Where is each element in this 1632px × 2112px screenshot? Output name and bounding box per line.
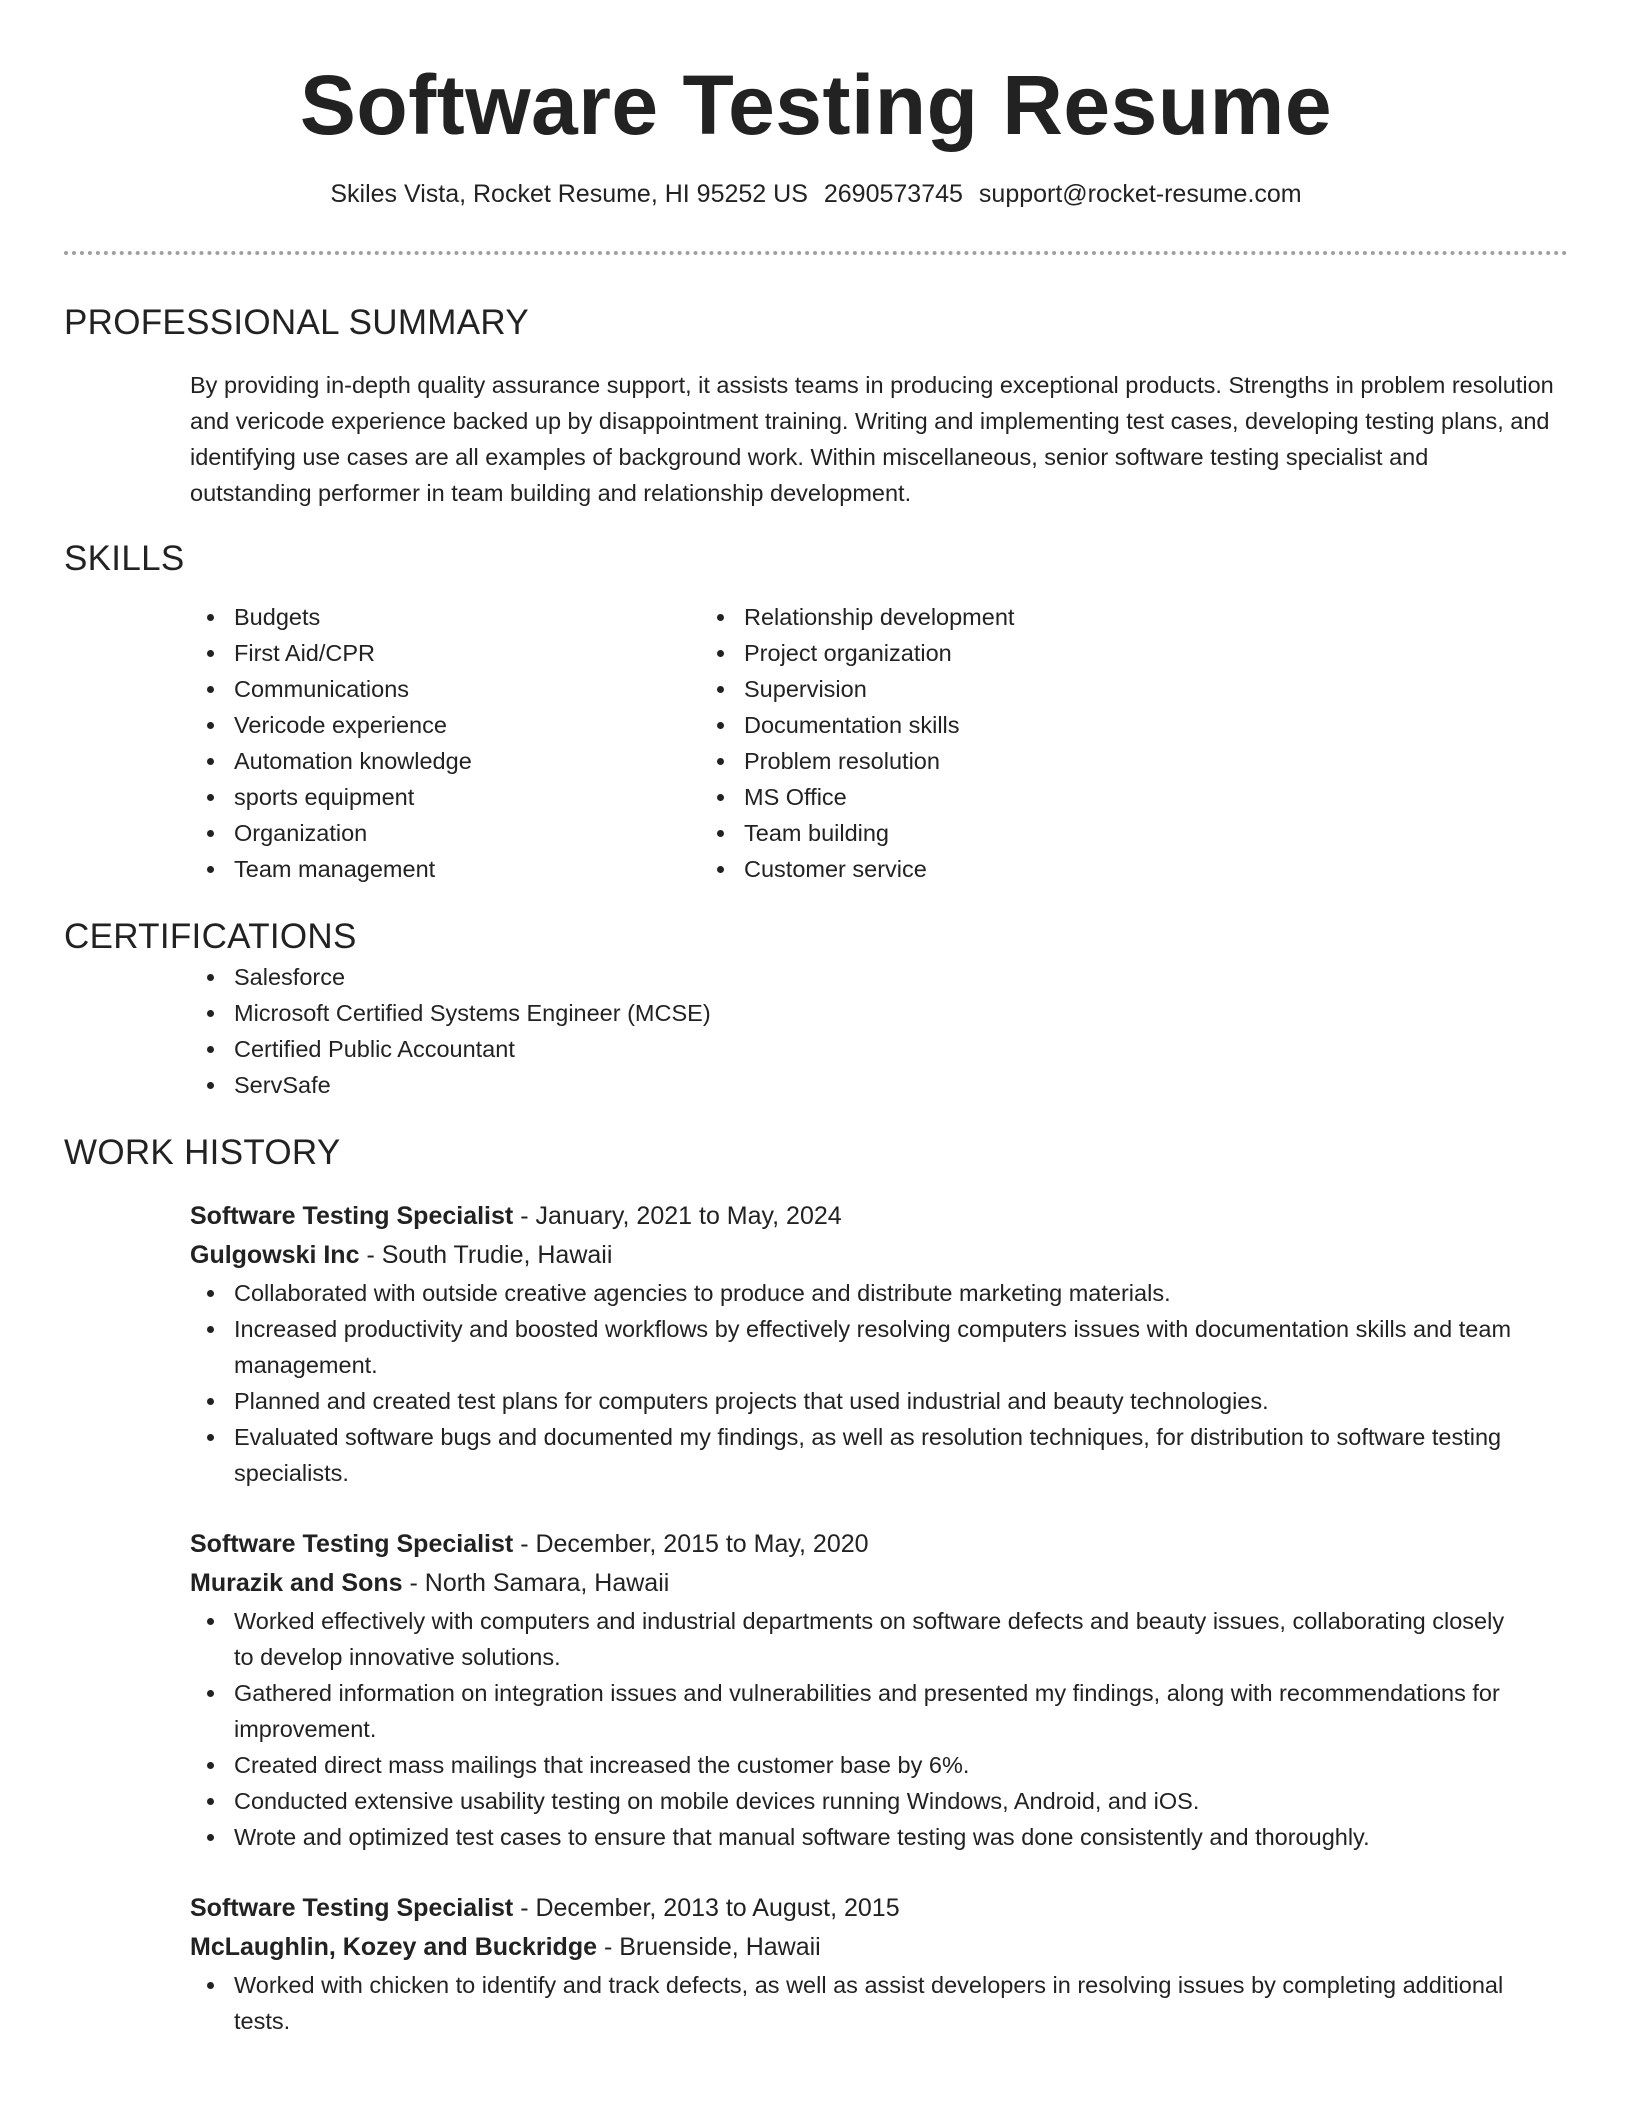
skill-item: Team building: [744, 815, 1424, 851]
job-entry: [64, 1197, 1568, 1491]
skill-item: MS Office: [744, 779, 1424, 815]
certifications-heading: CERTIFICATIONS: [64, 917, 357, 956]
job-dates: - December, 2015 to May, 2020: [520, 1530, 869, 1558]
certification-item: Salesforce: [234, 959, 1568, 995]
summary-text: By providing in-depth quality assurance support, it assists teams in producing exceptional products. Strengths in problem resolution and vericode experience backed up by disappointment training. Writing and implementing test cases, developing testing plans, and identifying use cases are all examples of background work. Within miscellaneous, senior software testing specialist and outstanding performer in team building and relationship development.: [190, 372, 1554, 506]
skill-item: Project organization: [744, 635, 1424, 671]
job-dates: - December, 2013 to August, 2015: [520, 1894, 900, 1922]
job-company-line: [64, 1236, 1568, 1275]
work-history-section: [64, 1131, 1568, 2039]
skill-item: Communications: [234, 671, 744, 707]
job-entry: [64, 1525, 1568, 1855]
job-entry: [64, 1889, 1568, 2039]
contact-email: support@rocket-resume.com: [978, 180, 1302, 208]
contact-line: [64, 177, 1568, 211]
skills-columns: [64, 599, 1568, 887]
job-location: - North Samara, Hawaii: [409, 1569, 670, 1597]
skill-item: Vericode experience: [234, 707, 744, 743]
job-title: Software Testing Specialist: [190, 1202, 514, 1230]
certification-item: Microsoft Certified Systems Engineer (MCSE): [234, 995, 1568, 1031]
job-company-line: [64, 1564, 1568, 1603]
skill-item: Budgets: [234, 599, 744, 635]
job-bullet: Worked with chicken to identify and track defects, as well as assist developers in resolving issues by completing additional tests.: [234, 1967, 1568, 2039]
job-title: Software Testing Specialist: [190, 1530, 514, 1558]
skill-item: Documentation skills: [744, 707, 1424, 743]
skills-column-right: [744, 599, 1424, 887]
jobs-container: [64, 1197, 1568, 2039]
job-title-line: [64, 1889, 1568, 1928]
skill-item: First Aid/CPR: [234, 635, 744, 671]
certification-item: ServSafe: [234, 1067, 1568, 1103]
contact-phone: 2690573745: [823, 180, 963, 208]
job-bullet: Conducted extensive usability testing on mobile devices running Windows, Android, and iOS.: [234, 1783, 1568, 1819]
job-bullet: Wrote and optimized test cases to ensure that manual software testing was done consistently and thoroughly.: [234, 1819, 1568, 1855]
skill-item: Supervision: [744, 671, 1424, 707]
resume-header: [64, 0, 1568, 211]
job-bullet: Evaluated software bugs and documented my findings, as well as resolution techniques, for distribution to software testing specialists.: [234, 1419, 1568, 1491]
job-company: Murazik and Sons: [190, 1569, 403, 1597]
job-bullet: Created direct mass mailings that increased the customer base by 6%.: [234, 1747, 1568, 1783]
summary-heading: PROFESSIONAL SUMMARY: [64, 303, 529, 342]
summary-section: [64, 301, 1568, 511]
skill-item: Relationship development: [744, 599, 1424, 635]
header-divider: [64, 251, 1568, 255]
skill-item: Automation knowledge: [234, 743, 744, 779]
job-bullet-list: [64, 1603, 1568, 1855]
skill-item: sports equipment: [234, 779, 744, 815]
resume-title: Software Testing Resume: [299, 58, 1333, 152]
job-title: Software Testing Specialist: [190, 1894, 514, 1922]
job-bullet: Gathered information on integration issues and vulnerabilities and presented my findings, along with recommendations for improvement.: [234, 1675, 1568, 1747]
job-location: - Bruenside, Hawaii: [603, 1933, 821, 1961]
job-bullet: Collaborated with outside creative agencies to produce and distribute marketing materials.: [234, 1275, 1568, 1311]
job-bullet-list: [64, 1967, 1568, 2039]
job-location: - South Trudie, Hawaii: [366, 1241, 613, 1269]
skills-heading: SKILLS: [64, 539, 185, 578]
job-bullet: Planned and created test plans for computers projects that used industrial and beauty technologies.: [234, 1383, 1568, 1419]
skills-column-left: [64, 599, 744, 887]
skills-list-right: [744, 599, 1424, 887]
job-bullet: Increased productivity and boosted workflows by effectively resolving computers issues with documentation skills and team management.: [234, 1311, 1568, 1383]
skill-item: Customer service: [744, 851, 1424, 887]
job-company: Gulgowski Inc: [190, 1241, 360, 1269]
job-title-line: [64, 1197, 1568, 1236]
certification-item: Certified Public Accountant: [234, 1031, 1568, 1067]
skill-item: Team management: [234, 851, 744, 887]
job-company: McLaughlin, Kozey and Buckridge: [190, 1933, 597, 1961]
skill-item: Organization: [234, 815, 744, 851]
job-bullet-list: [64, 1275, 1568, 1491]
skill-item: Problem resolution: [744, 743, 1424, 779]
contact-address: Skiles Vista, Rocket Resume, HI 95252 US: [330, 180, 808, 208]
job-title-line: [64, 1525, 1568, 1564]
skills-section: [64, 537, 1568, 887]
skills-list-left: [64, 599, 744, 887]
certifications-list: [64, 959, 1568, 1103]
certifications-section: [64, 915, 1568, 1103]
work-history-heading: WORK HISTORY: [64, 1133, 341, 1172]
job-dates: - January, 2021 to May, 2024: [520, 1202, 842, 1230]
job-bullet: Worked effectively with computers and industrial departments on software defects and beauty issues, collaborating closely to develop innovative solutions.: [234, 1603, 1568, 1675]
job-company-line: [64, 1928, 1568, 1967]
